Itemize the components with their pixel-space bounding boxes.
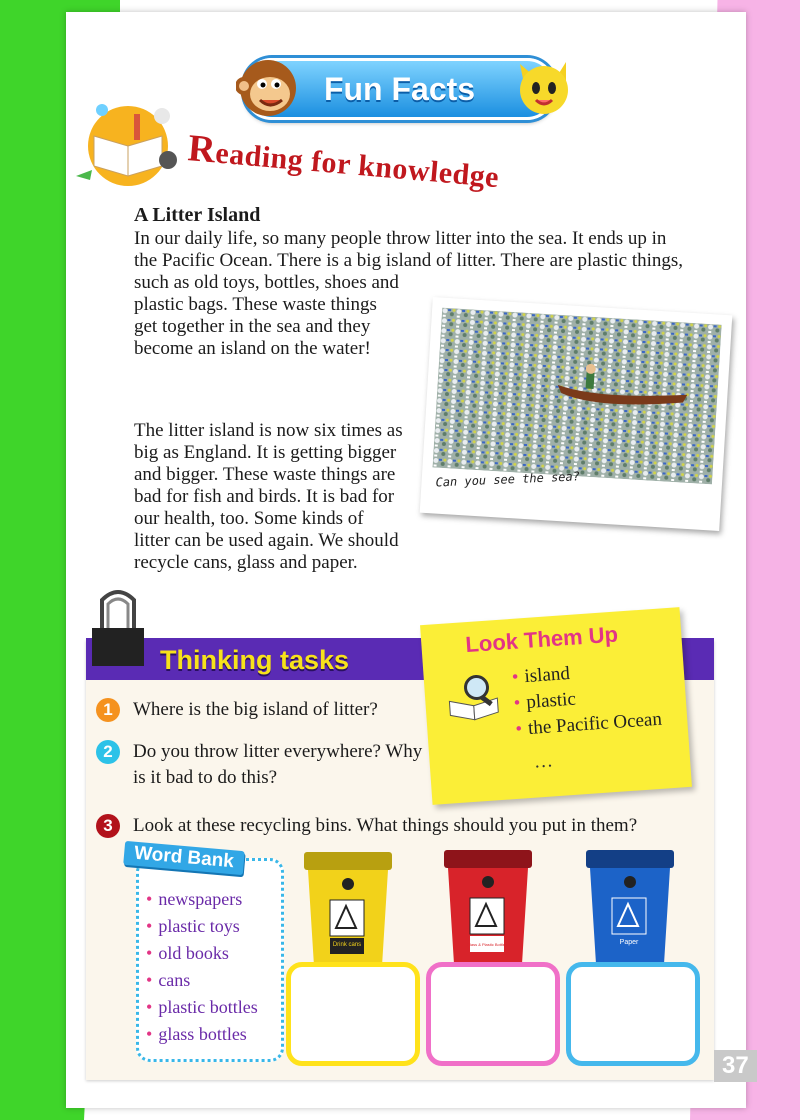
magnifier-book-icon: [443, 670, 506, 724]
list-item: • cans: [146, 970, 191, 990]
list-item: • plastic bottles: [146, 997, 258, 1017]
article-title: A Litter Island: [134, 204, 261, 226]
monkey-icon: [236, 56, 300, 120]
word-bank-list: [146, 886, 258, 1048]
question-1-text: Where is the big island of litter?: [133, 699, 378, 720]
answer-box-red[interactable]: [426, 962, 560, 1066]
look-them-up-title: Look Them Up: [464, 621, 619, 658]
section-title: Reading for knowledge: [186, 127, 501, 195]
answer-box-blue[interactable]: [566, 962, 700, 1066]
question-2-text: Do you throw litter everywhere? Why is it bad to do this?: [133, 741, 423, 788]
binder-clip-icon: [88, 588, 148, 670]
answer-box-yellow[interactable]: [286, 962, 420, 1066]
page-number: 37: [714, 1050, 757, 1082]
question-3-number: 3: [96, 814, 120, 838]
article-paragraph-1b: such as old toys, bottles, shoes and plastic bags. These waste things get together in the sea and they become an island on the water!: [134, 272, 399, 359]
list-item: • plastic toys: [146, 916, 240, 936]
question-1-number: 1: [96, 698, 120, 722]
question-2-number: 2: [96, 740, 120, 764]
list-item: • old books: [146, 943, 229, 963]
question-3-text: Look at these recycling bins. What things should you put in them?: [133, 815, 638, 836]
red-recycling-bin: [440, 846, 536, 966]
list-item: • newspapers: [146, 889, 243, 909]
bin-label: Drink cans: [332, 942, 362, 948]
article-paragraph-2: The litter island is now six times as big as England. It is getting bigger and bigger. These waste things are bad for fish and birds. It is bad for our health, too. Some kinds of litter can be used again. We should recycle cans, glass and paper.: [134, 420, 403, 573]
thinking-tasks-title: Thinking tasks: [160, 645, 350, 675]
litter-photo: [420, 297, 733, 531]
fun-facts-banner: Fun Facts: [244, 58, 555, 120]
photo-caption: Can you see the sea?: [435, 469, 581, 490]
list-item: • glass bottles: [146, 1024, 247, 1044]
article-paragraph-1a: In our daily life, so many people throw litter into the sea. It ends up in the Pacific Ocean. There is a big island of litter. There are plastic things,: [134, 228, 684, 271]
yellow-recycling-bin: [300, 848, 396, 968]
look-them-up-note: [420, 607, 692, 805]
bin-label: Glass & Plastic Bottles: [466, 942, 508, 947]
open-book-icon: [72, 96, 184, 188]
blue-recycling-bin: [582, 846, 678, 966]
word-bank-title: Word Bank: [123, 841, 245, 875]
bin-label: Paper: [619, 939, 639, 946]
list-item: • island: [511, 662, 571, 688]
litter-island-image: [432, 308, 721, 485]
look-them-up-ellipsis: …: [533, 750, 554, 773]
cat-icon: [512, 54, 574, 118]
list-item: • the Pacific Ocean: [514, 708, 663, 740]
list-item: • plastic: [512, 688, 577, 714]
look-them-up-list: [511, 655, 663, 743]
